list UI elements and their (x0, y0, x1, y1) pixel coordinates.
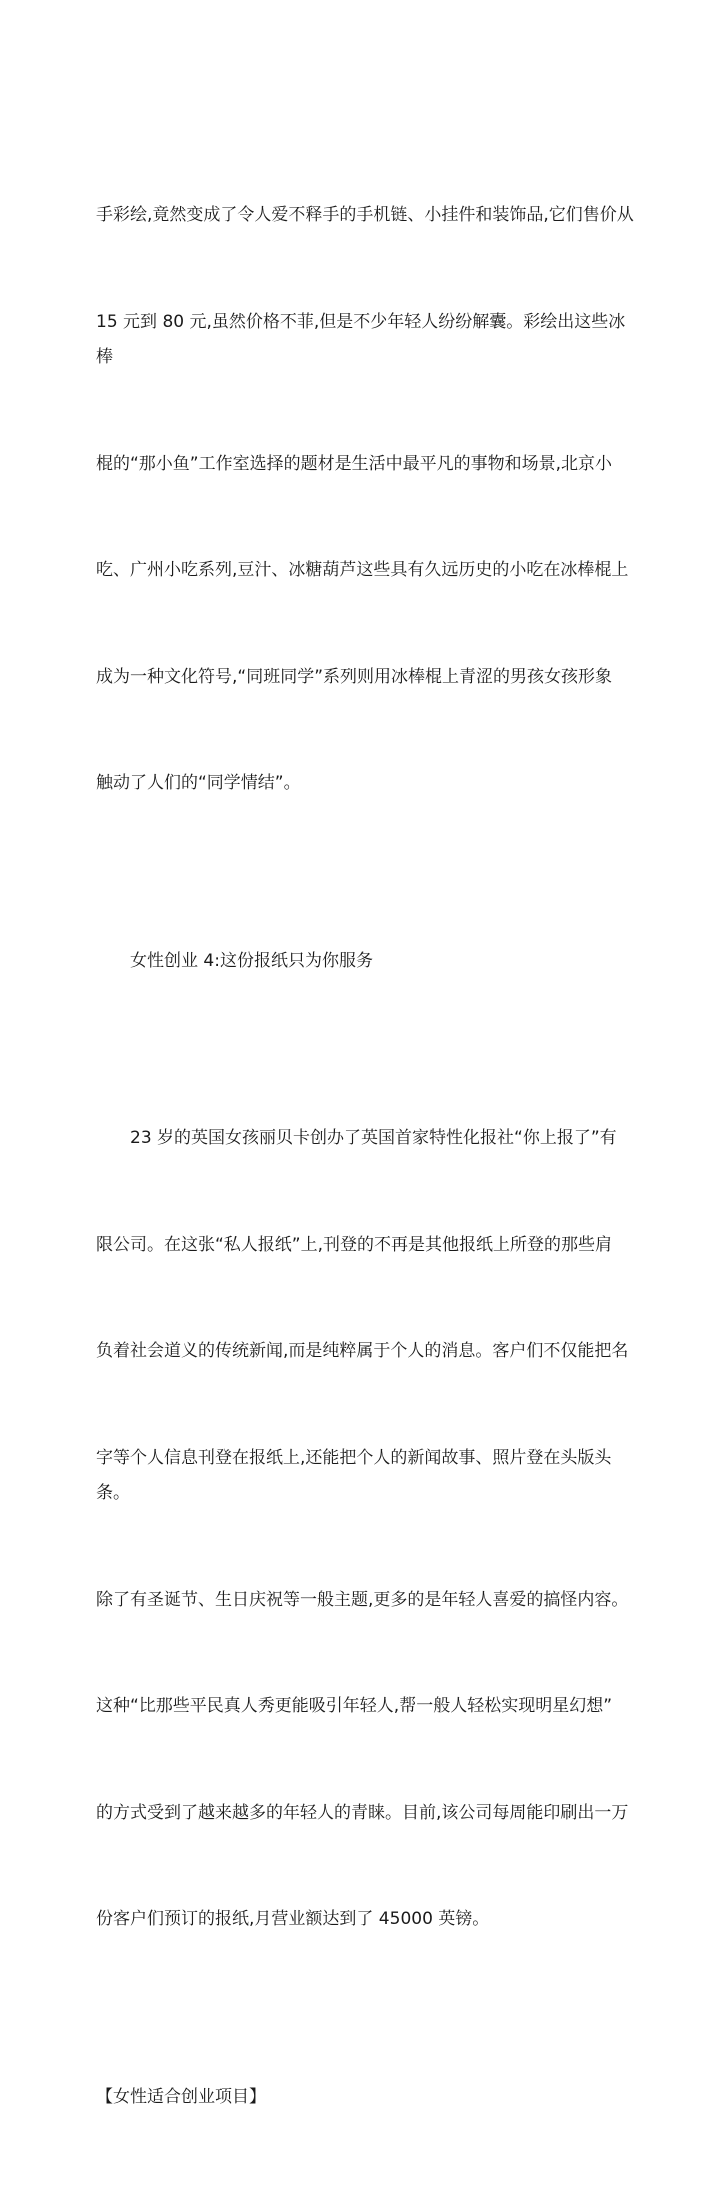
document-page (0, 0, 720, 1018)
text-line: 成为一种文化符号,“同班同学”系列则用冰棒棍上青涩的男孩女孩形象 (96, 660, 636, 696)
text-line: 字等个人信息刊登在报纸上,还能把个人的新闻故事、照片登在头版头条。 (96, 1441, 636, 1512)
text-line: 棍的“那小鱼”工作室选择的题材是生活中最平凡的事物和场景,北京小 (96, 447, 636, 483)
text-line: 限公司。在这张“私人报纸”上,刊登的不再是其他报纸上所登的那些肩 (96, 1228, 636, 1264)
text-line: 负着社会道义的传统新闻,而是纯粹属于个人的消息。客户们不仅能把名 (96, 1334, 636, 1370)
text-line: 23 岁的英国女孩丽贝卡创办了英国首家特性化报社“你上报了”有 (96, 1121, 636, 1157)
paragraph-craft-story (96, 127, 636, 873)
text-line: 吃、广州小吃系列,豆汁、冰糖葫芦这些具有久远历史的小吃在冰棒棍上 (96, 553, 636, 589)
section-heading (96, 873, 636, 1051)
text-line: 份客户们预订的报纸,月营业额达到了 45000 英镑。 (96, 1902, 636, 1938)
heading-line: 【女性适合创业项目】 (96, 2080, 636, 2116)
paragraph-newspaper-story (96, 1050, 636, 2009)
text-line: 15 元到 80 元,虽然价格不菲,但是不少年轻人纷纷解囊。彩绘出这些冰棒 (96, 305, 636, 376)
text-line: 除了有圣诞节、生日庆祝等一般主题,更多的是年轻人喜爱的搞怪内容。 (96, 1583, 636, 1619)
text-line: 触动了人们的“同学情结”。 (96, 766, 636, 802)
text-line: 的方式受到了越来越多的年轻人的青睐。目前,该公司每周能印刷出一万 (96, 1796, 636, 1832)
text-line: 手彩绘,竟然变成了令人爱不释手的手机链、小挂件和装饰品,它们售价从 (96, 198, 636, 234)
document-body (96, 127, 636, 2186)
heading-line: 女性创业 4:这份报纸只为你服务 (96, 944, 636, 980)
bracketed-heading (96, 2009, 636, 2186)
text-line: 这种“比那些平民真人秀更能吸引年轻人,帮一般人轻松实现明星幻想” (96, 1689, 636, 1725)
